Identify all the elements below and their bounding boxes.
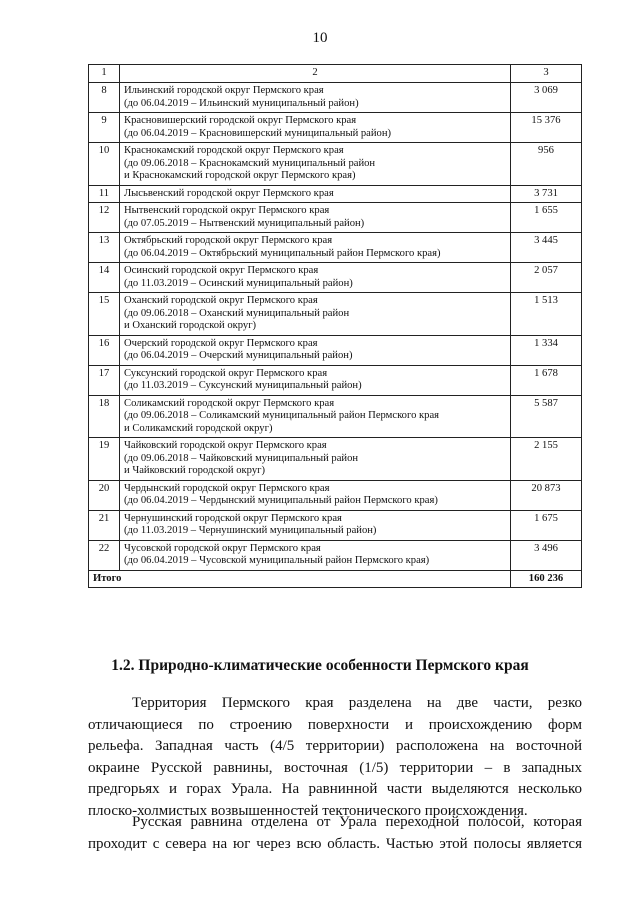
region-name-line: (до 06.04.2019 – Красновишерский муниципальный район)	[124, 127, 392, 139]
region-name	[120, 83, 511, 113]
region-name	[120, 233, 511, 263]
region-area: 1 513	[511, 293, 582, 336]
table-row	[89, 233, 582, 263]
region-name-line: (до 09.06.2018 – Оханский муниципальный район	[124, 307, 350, 319]
region-name	[120, 293, 511, 336]
table-row	[89, 143, 582, 186]
row-number: 21	[89, 510, 120, 540]
region-name-line: Оханский городской округ Пермского края	[124, 295, 318, 306]
region-name-line: Осинский городской округ Пермского края	[124, 265, 319, 276]
paragraph-2	[88, 812, 582, 855]
row-number: 11	[89, 185, 120, 203]
region-name-line: (до 06.04.2019 – Ильинский муниципальный район)	[124, 97, 359, 109]
header-col-3: 3	[511, 65, 582, 83]
row-number: 18	[89, 395, 120, 438]
region-area: 3 069	[511, 83, 582, 113]
region-name-line: Чусовской городской округ Пермского края	[124, 542, 321, 554]
region-name-line: (до 06.04.2019 – Чусовской муниципальный район Пермского края)	[124, 555, 430, 566]
region-name-line: (до 09.06.2018 – Соликамский муниципальный район Пермского края	[124, 410, 440, 421]
region-area: 20 873	[511, 480, 582, 510]
table-row	[89, 365, 582, 395]
region-area: 3 496	[511, 540, 582, 570]
section-title: 1.2. Природно-климатические особенности Пермского края	[111, 657, 529, 674]
region-name	[120, 335, 511, 365]
table-row	[89, 510, 582, 540]
row-number: 13	[89, 233, 120, 263]
row-number: 16	[89, 335, 120, 365]
region-name-line: Соликамский городской округ Пермского края	[124, 397, 335, 409]
region-name-line: (до 07.05.2019 – Нытвенский муниципальный район)	[124, 217, 365, 229]
region-name-line: Суксунский городской округ Пермского края	[124, 367, 328, 379]
paragraph-line: предгорьях и горах Урала. На равнинной части выделяются несколько	[88, 781, 582, 798]
region-name-line: (до 09.06.2018 – Краснокамский муниципальный район	[124, 157, 376, 169]
row-number: 22	[89, 540, 120, 570]
region-name-line: (до 11.03.2019 – Осинский муниципальный район)	[124, 277, 353, 289]
region-name	[120, 510, 511, 540]
paragraph-line: Русская равнина отделена от Урала переходной полосой, которая	[132, 814, 582, 830]
region-name-line: Чайковский городской округ Пермского края	[124, 440, 327, 451]
region-name-line: и Соликамский городской округ)	[124, 422, 273, 434]
region-area: 2 057	[511, 263, 582, 293]
region-name-line: Очерский городской округ Пермского края	[124, 337, 318, 349]
region-name-line: (до 06.04.2019 – Чердынский муниципальный район Пермского края)	[124, 495, 438, 506]
row-number: 9	[89, 113, 120, 143]
table-row	[89, 113, 582, 143]
table-row	[89, 293, 582, 336]
region-area: 1 675	[511, 510, 582, 540]
table-row	[89, 395, 582, 438]
region-area: 1 678	[511, 365, 582, 395]
region-name-line: (до 11.03.2019 – Чернушинский муниципальный район)	[124, 525, 377, 536]
region-name	[120, 263, 511, 293]
table-header-row	[89, 65, 582, 83]
region-area: 15 376	[511, 113, 582, 143]
row-number: 10	[89, 143, 120, 186]
region-name	[120, 438, 511, 481]
header-col-2: 2	[120, 65, 511, 83]
region-name-line: Нытвенский городской округ Пермского края	[124, 205, 330, 216]
region-name-line: (до 06.04.2019 – Очерский муниципальный район)	[124, 350, 353, 361]
regions-area-table	[88, 64, 582, 588]
region-name-line: и Чайковский городской округ)	[124, 465, 266, 476]
table-row	[89, 540, 582, 570]
row-number: 14	[89, 263, 120, 293]
region-name-line: и Краснокамский городской округ Пермского края)	[124, 170, 356, 181]
region-name	[120, 185, 511, 203]
region-area: 1 334	[511, 335, 582, 365]
paragraph-line: плоско-холмистых возвышенностей тектонического происхождения.	[88, 802, 528, 819]
region-area: 2 155	[511, 438, 582, 481]
region-name	[120, 540, 511, 570]
region-name-line: (до 06.04.2019 – Октябрьский муниципальный район Пермского края)	[124, 247, 441, 259]
region-area: 3 445	[511, 233, 582, 263]
total-value: 160 236	[511, 570, 582, 588]
row-number: 12	[89, 203, 120, 233]
row-number: 17	[89, 365, 120, 395]
region-name-line: Краснокамский городской округ Пермского края	[124, 145, 344, 156]
region-name-line: Лысьвенский городской округ Пермского края	[124, 187, 334, 199]
region-name	[120, 480, 511, 510]
table-row	[89, 438, 582, 481]
table-row	[89, 263, 582, 293]
row-number: 19	[89, 438, 120, 481]
region-name	[120, 365, 511, 395]
region-area: 1 655	[511, 203, 582, 233]
region-name	[120, 113, 511, 143]
region-name-line: Красновишерский городской округ Пермского края	[124, 115, 357, 126]
paragraph-line: рельефа. Западная часть (4/5 территории) расположена на восточной	[88, 738, 582, 755]
region-name-line: Чернушинский городской округ Пермского края	[124, 512, 342, 524]
paragraph-1	[88, 693, 582, 823]
region-name	[120, 395, 511, 438]
region-area: 3 731	[511, 185, 582, 203]
total-label: Итого	[89, 570, 511, 588]
table-row	[89, 185, 582, 203]
table-row	[89, 203, 582, 233]
paragraph-line: отличающиеся по строению поверхности и происхождению форм	[88, 716, 582, 733]
row-number: 20	[89, 480, 120, 510]
page-number: 10	[312, 30, 328, 46]
region-area: 5 587	[511, 395, 582, 438]
region-name-line: (до 09.06.2018 – Чайковский муниципальный район	[124, 452, 359, 464]
table-row	[89, 83, 582, 113]
region-name-line: Октябрьский городской округ Пермского края	[124, 235, 333, 246]
table-row	[89, 480, 582, 510]
row-number: 8	[89, 83, 120, 113]
table-row	[89, 335, 582, 365]
region-name-line: Ильинский городской округ Пермского края	[124, 85, 324, 96]
region-name-line: (до 11.03.2019 – Суксунский муниципальный район)	[124, 380, 362, 391]
paragraph-line: Территория Пермского края разделена на две части, резко	[132, 695, 582, 711]
paragraph-line: окраине Русской равнины, восточная (1/5) территории – в западных	[88, 759, 582, 776]
region-area: 956	[511, 143, 582, 186]
region-name-line: и Оханский городской округ)	[124, 320, 257, 331]
region-name	[120, 143, 511, 186]
header-col-1: 1	[89, 65, 120, 83]
table-total-row	[89, 570, 582, 588]
row-number: 15	[89, 293, 120, 336]
region-name-line: Чердынский городской округ Пермского края	[124, 482, 330, 494]
paragraph-line: проходит с севера на юг через всю область. Частью этой полосы является	[88, 835, 582, 852]
region-name	[120, 203, 511, 233]
